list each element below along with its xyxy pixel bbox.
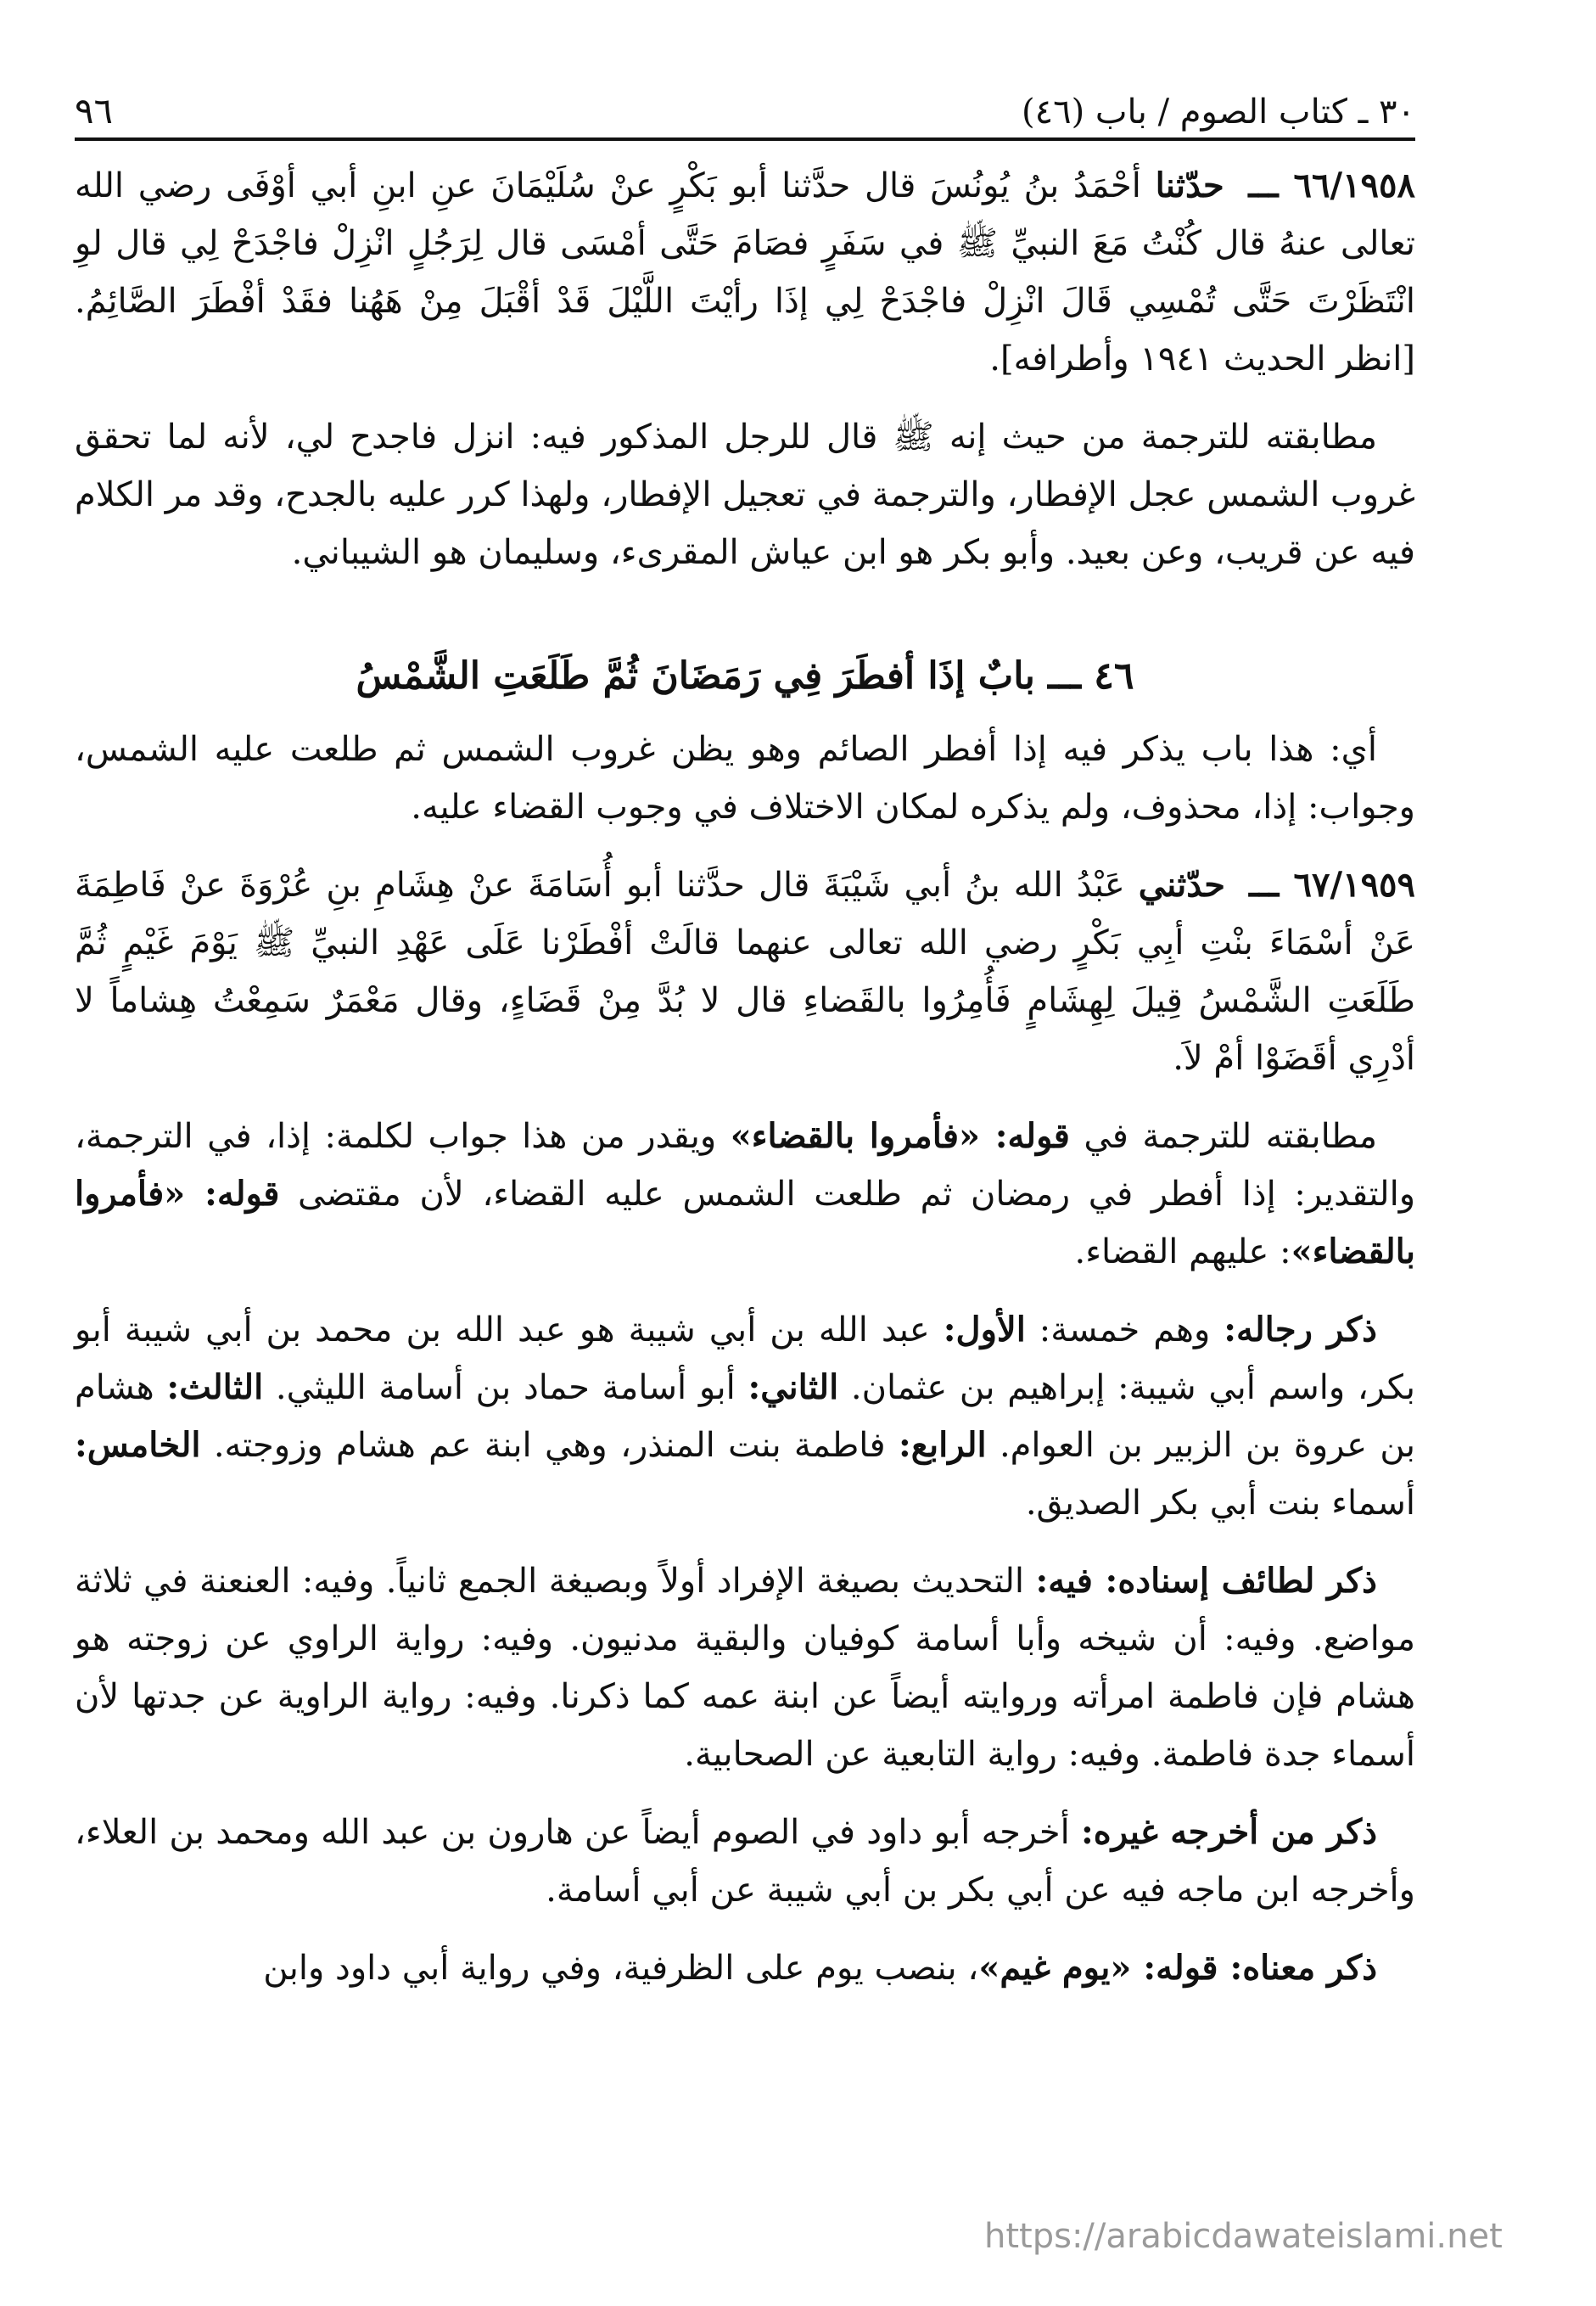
hadith-1959 <box>75 856 1415 1087</box>
commentary-lataif <box>75 1552 1415 1783</box>
ordinal-label: الرابع: <box>898 1425 987 1465</box>
text-run: أبو أسامة حماد بن أسامة الليثي. <box>275 1368 736 1407</box>
commentary-maana <box>75 1939 1415 1997</box>
text-run: ، بنصب يوم على الظرفية، وفي رواية أبي داود وابن <box>263 1949 979 1988</box>
page-header <box>75 64 1415 132</box>
running-title: ٣٠ ـ كتاب الصوم / باب (٤٦) <box>1022 93 1415 132</box>
ordinal-label: الخامس: <box>75 1425 201 1465</box>
quote-bold: قوله: «فأمروا بالقضاء» <box>730 1116 1070 1156</box>
header-rule <box>75 137 1415 141</box>
page-content <box>75 157 1415 2017</box>
commentary-1958: مطابقته للترجمة من حيث إنه ﷺ قال للرجل المذكور فيه: انزل فاجدح لي، لأنه لما تحقق غروب الشمس عجل الإفطار، والترجمة في تعجيل الإفطار، ولهذا كرر عليه بالجدح، وقد مر الكلام فيه عن قريب، وعن بعيد. وأبو بكر هو ابن عياش المقرىء، وسليمان هو الشيباني. <box>75 418 1415 572</box>
text-run: التحديث بصيغة الإفراد أولاً وبصيغة الجمع ثانياً. وفيه: العنعنة في ثلاثة مواضع. وفيه: أن شيخه وأبا أسامة كوفيان والبقية مدنيون. وفيه: رواية الراوي عن زوجته هو هشام فإن فاطمة امرأته وروايته أيضاً عن ابنة عمه كما ذكرنا. وفيه: رواية الراوية عن جدتها لأن أسماء جدة فاطمة. وفيه: رواية التابعية عن الصحابية. <box>75 1562 1415 1774</box>
ordinal-label: الثاني: <box>748 1367 839 1407</box>
text-run: هشام بن عروة بن الزبير بن العوام. <box>75 1368 1416 1465</box>
hadith-number: ٦٧/١٩٥٩ ـــ <box>1249 865 1416 905</box>
hadith-lead: حدّثنا <box>1155 166 1224 205</box>
section-lead: ذكر لطائف إسناده: فيه: <box>1035 1561 1377 1601</box>
commentary-rijal <box>75 1301 1415 1532</box>
hadith-lead: حدّثني <box>1138 865 1226 905</box>
chapter-explanation: أي: هذا باب يذكر فيه إذا أفطر الصائم وهو يظن غروب الشمس ثم طلعت عليه الشمس، وجواب: إذا، محذوف، ولم يذكره لمكان الاختلاف في وجوب القضاء عليه. <box>75 730 1415 827</box>
hadith-text: عَبْدُ الله بنُ أبي شَيْبَةَ قال حدَّثنا أبو أُسَامَةَ عنْ هِشَامِ بنِ عُرْوَةَ عنْ فَاطِمَةَ عَنْ أسْمَاءَ بنْتِ أبِي بَكْرٍ رضي الله تعالى عنهما قالَتْ أفْطَرْنا عَلَى عَهْدِ النبيِّ ﷺ يَوْمَ غَيْمٍ ثُمَّ طَلَعَتِ الشَّمْسُ قِيلَ لِهِشَامٍ فَأُمِرُوا بالقَضاءِ قال لا بُدَّ مِنْ قَضَاءٍ، وقال مَعْمَرٌ سَمِعْتُ هِشاماً لا أدْرِي أقَضَوْا أمْ لاَ. <box>75 866 1415 1078</box>
text-run: أخرجه أبو داود في الصوم أيضاً عن هارون بن عبد الله ومحمد بن العلاء، وأخرجه ابن ماجه فيه عن أبي بكر بن أبي شيبة عن أبي أسامة. <box>75 1813 1415 1910</box>
hadith-1958 <box>75 157 1415 388</box>
ordinal-label: الثالث: <box>166 1367 264 1407</box>
quote-bold: قوله: «فأمروا بالقضاء» <box>75 1174 1415 1271</box>
section-lead: ذكر رجاله: <box>1224 1310 1377 1349</box>
hadith-text: أحْمَدُ بنُ يُونُسَ قال حدَّثنا أبو بَكْرٍ عنْ سُلَيْمَانَ عنِ ابنِ أبي أوْفَى رضي الله تعالى عنهُ قال كُنْتُ مَعَ النبيِّ ﷺ في سَفَرٍ فصَامَ حَتَّى أمْسَى قال لِرَجُلٍ انْزِلْ فاجْدَحْ لِي قال لوِ انْتَظَرْتَ حَتَّى تُمْسِي قَالَ انْزِلْ فاجْدَحْ لِي إذَا رأيْتَ اللَّيْلَ قَدْ أقْبَلَ مِنْ هَهُنا فقَدْ أفْطَرَ الصَّائِمُ. [انظر الحديث ١٩٤١ وأطرافه]. <box>75 166 1416 379</box>
page-number: ٩٦ <box>75 90 114 132</box>
watermark-url: https://arabicdawateislami.net <box>984 2217 1503 2256</box>
hadith-number: ٦٦/١٩٥٨ ـــ <box>1248 166 1415 205</box>
text-run: أسماء بنت أبي بكر الصديق. <box>1025 1484 1415 1523</box>
commentary-tarjama <box>75 1108 1415 1281</box>
text-run: عبد الله بن أبي شيبة هو عبد الله بن محمد بن أبي شيبة أبو بكر، واسم أبي شيبة: إبراهيم بن عثمان. <box>75 1310 1416 1407</box>
text-run: وهم خمسة: <box>1039 1310 1211 1349</box>
section-lead: ذكر معناه: قوله: «يوم غيم» <box>978 1948 1377 1988</box>
text-run: فاطمة بنت المنذر، وهي ابنة عم هشام وزوجته. <box>213 1426 886 1465</box>
text-run: : عليهم القضاء. <box>1074 1232 1291 1271</box>
ordinal-label: الأول: <box>943 1310 1026 1349</box>
section-lead: ذكر من أخرجه غيره: <box>1080 1812 1378 1852</box>
chapter-heading: ٤٦ ـــ بابٌ إذَا أفطَرَ فِي رَمَضَانَ ثُمَّ طَلَعَتِ الشَّمْسُ <box>356 654 1134 698</box>
text-run: مطابقته للترجمة في <box>1084 1117 1377 1156</box>
text-run: ويقدر من هذا جواب لكلمة: إذا، في الترجمة، والتقدير: إذا أفطر في رمضان ثم طلعت الشمس عليه القضاء، لأن مقتضى <box>75 1117 1416 1214</box>
commentary-akhraja <box>75 1804 1415 1919</box>
